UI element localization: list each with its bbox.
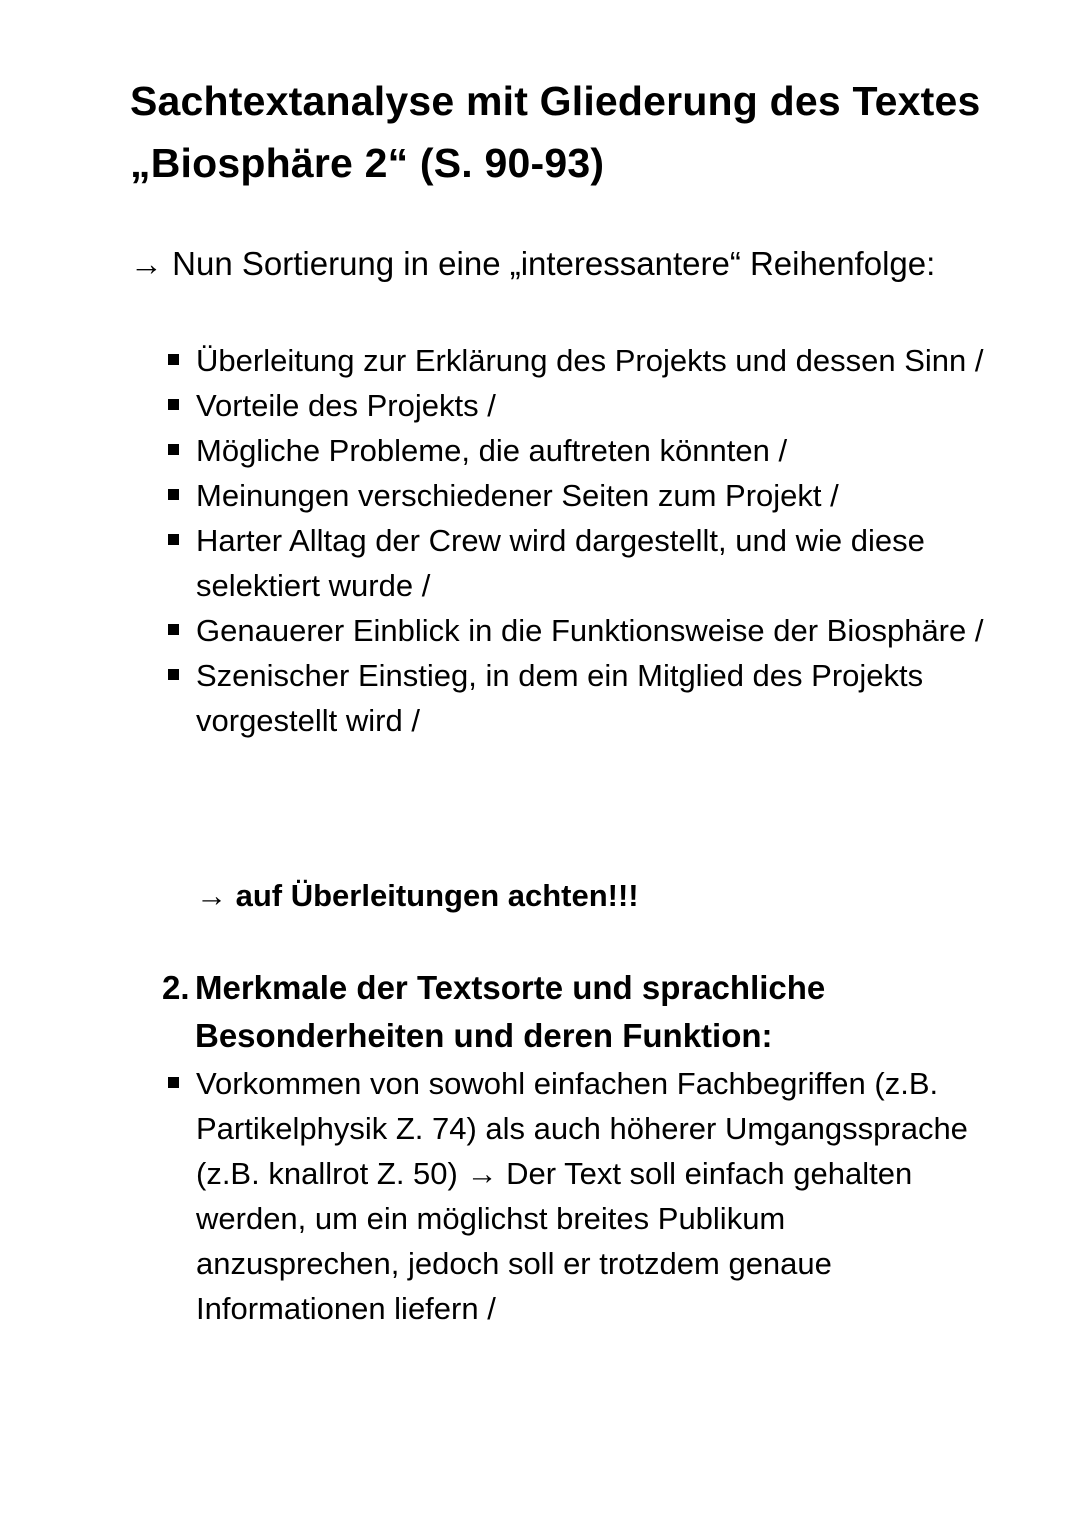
list-item: [130, 1061, 990, 1331]
square-bullet-icon: [168, 354, 179, 365]
list-item-text: Vorkommen von sowohl einfachen Fachbegriffen (z.B. Partikelphysik Z. 74) als auch höherer Umgangssprache (z.B. knallrot Z. 50) → Der Text soll einfach gehalten werden, um ein möglichst breites Publikum anzusprechen, jedoch soll er trotzdem genaue Informationen liefern /: [196, 1066, 968, 1326]
hint-note: → auf Überleitungen achten!!!: [196, 878, 639, 913]
list-item-text: Vorteile des Projekts /: [196, 388, 496, 423]
square-bullet-icon: [168, 444, 179, 455]
list-item: [130, 338, 990, 383]
list-item: [130, 473, 990, 518]
list-item-text: Szenischer Einstieg, in dem ein Mitglied des Projekts vorgestellt wird /: [196, 658, 924, 738]
list-item-text: Genauerer Einblick in die Funktionsweise der Biosphäre /: [196, 613, 984, 648]
order-list: [130, 338, 990, 743]
square-bullet-icon: [168, 534, 179, 545]
square-bullet-icon: [168, 399, 179, 410]
square-bullet-icon: [168, 1077, 179, 1088]
section-heading-text: Merkmale der Textsorte und sprachliche Besonderheiten und deren Funktion:: [195, 969, 826, 1054]
list-item-text: Überleitung zur Erklärung des Projekts und dessen Sinn /: [196, 343, 984, 378]
features-list: [130, 1061, 990, 1331]
list-item: [130, 608, 990, 653]
list-item: [130, 428, 990, 473]
list-item-text: Meinungen verschiedener Seiten zum Projekt /: [196, 478, 839, 513]
list-item: [130, 518, 990, 608]
section-number: 2.: [162, 969, 190, 1006]
list-item-text: Harter Alltag der Crew wird dargestellt, und wie diese selektiert wurde /: [196, 523, 925, 603]
list-item: [130, 383, 990, 428]
list-item-text: Mögliche Probleme, die auftreten könnten /: [196, 433, 788, 468]
intro-text: → Nun Sortierung in eine „interessantere“ Reihenfolge:: [130, 245, 936, 282]
document-title: Sachtextanalyse mit Gliederung des Textes „Biosphäre 2“ (S. 90-93): [130, 78, 981, 186]
square-bullet-icon: [168, 669, 179, 680]
square-bullet-icon: [168, 624, 179, 635]
square-bullet-icon: [168, 489, 179, 500]
section-heading: [162, 964, 962, 1060]
list-item: [130, 653, 990, 743]
